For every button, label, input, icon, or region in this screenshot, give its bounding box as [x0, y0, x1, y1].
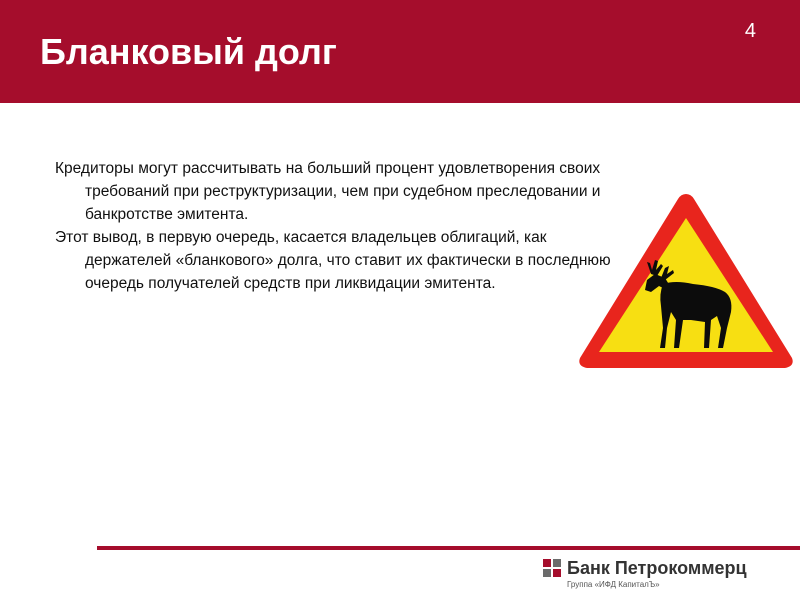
slide-body: [55, 157, 615, 295]
paragraph-2: Этот вывод, в первую очередь, касается владельцев облигаций, как держателей «бланкового» долга, что ставит их фактически в последнюю очередь получателей средств при ликвидации эмитента.: [55, 229, 611, 292]
footer-divider: [97, 546, 800, 550]
slide-title: Бланковый долг: [40, 31, 337, 72]
bank-logo-mark-icon: [543, 559, 561, 577]
slide-header: [0, 0, 800, 103]
page-number: 4: [744, 20, 756, 42]
moose-warning-sign-icon: [575, 188, 797, 373]
paragraph-1: Кредиторы могут рассчитывать на больший процент удовлетворения своих требований при реструктуризации, чем при судебном преследовании и банкротстве эмитента.: [55, 160, 601, 223]
bank-logo: [543, 556, 773, 596]
bank-name: Банк Петрокоммерц: [567, 558, 747, 578]
bank-group: Группа «ИФД КапиталЪ»: [567, 580, 660, 589]
